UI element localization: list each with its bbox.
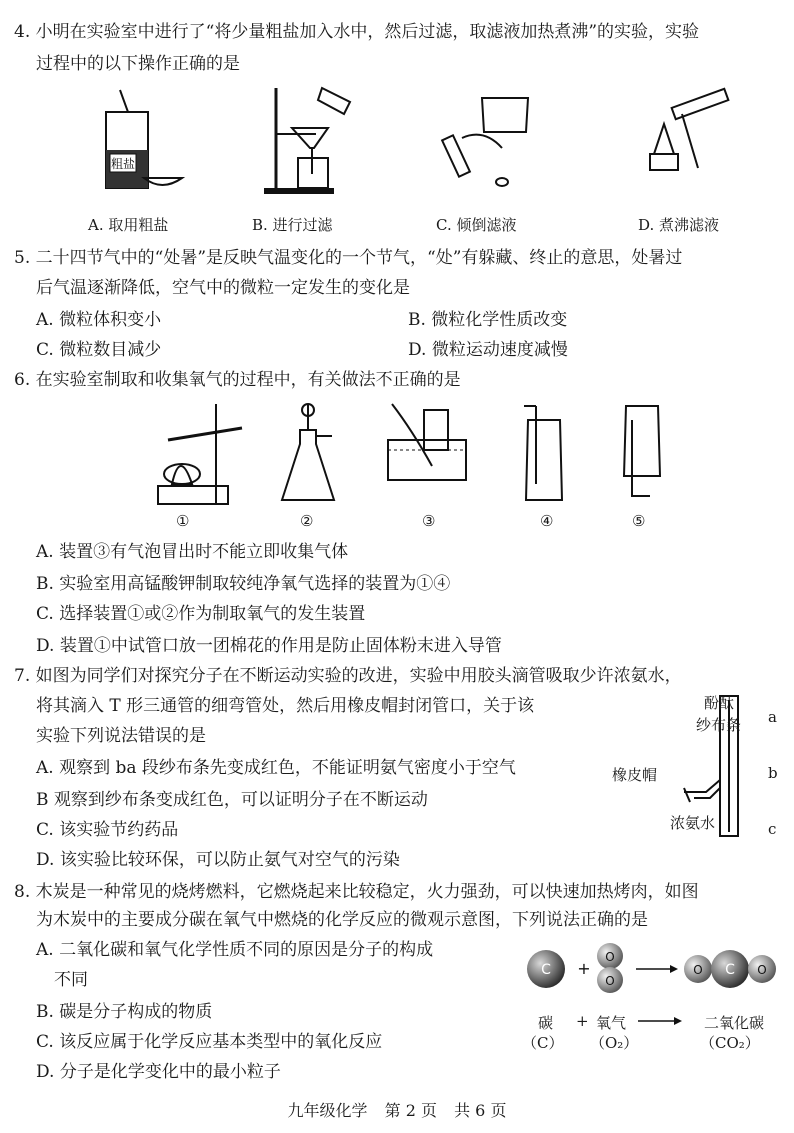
q7-label-phenolphthalein: 酚酞 (704, 694, 735, 712)
q8-option-c: C. 该反应属于化学反应基本类型中的氧化反应 (36, 1032, 383, 1052)
q6-option-c: C. 选择装置①或②作为制取氧气的发生装置 (36, 604, 366, 624)
funnel (292, 128, 328, 148)
q8-reaction-diagram (520, 940, 790, 996)
test-tube (442, 135, 470, 176)
q7-option-d: D. 该实验比较环保，可以防止氨气对空气的污染 (36, 850, 400, 870)
q6-device-label-2: ② (300, 512, 314, 530)
svg-text:O: O (605, 950, 615, 964)
q7-label-c: c (768, 820, 777, 838)
q5-option-c: C. 微粒数目减少 (36, 340, 162, 360)
q5-option-d: D. 微粒运动速度减慢 (408, 340, 568, 360)
q8-formula-co2: （CO₂） (700, 1034, 760, 1052)
evaporating-dish (144, 178, 182, 185)
q6-option-d: D. 装置①中试管口放一团棉花的作用是防止固体粉末进入导管 (36, 636, 502, 656)
q7-option-b: B 观察到纱布条变成红色，可以证明分子在不断运动 (36, 790, 428, 810)
q4-figure-d-boil (632, 84, 742, 198)
q8-option-d: D. 分子是化学变化中的最小粒子 (36, 1062, 281, 1082)
q7-label-b: b (768, 764, 778, 782)
q7-option-a: A. 观察到 ba 段纱布条先变成红色，不能证明氨气密度小于空气 (36, 758, 516, 778)
q8-name-co2: 二氧化碳 (704, 1014, 765, 1032)
test-tube (168, 428, 242, 440)
page-footer (0, 1098, 794, 1121)
svg-text:O: O (757, 963, 767, 977)
hand (462, 135, 502, 148)
alcohol-lamp (650, 154, 678, 170)
q7-stem-line2: 将其滴入 T 形三通管的细弯管处，然后用橡皮帽封闭管口，关于该 (36, 696, 535, 716)
q5-stem-line2: 后气温逐渐降低，空气中的微粒一定发生的变化是 (36, 278, 410, 298)
flame (172, 466, 192, 484)
q6-device-1-heating (150, 400, 250, 508)
q6-device-label-4: ④ (540, 512, 554, 530)
q4-caption-a: A. 取用粗盐 (88, 216, 169, 234)
q4-stem-line1: 4. 小明在实验室中进行了“将少量粗盐加入水中，然后过滤，取滤液加热煮沸”的实验，实验 (14, 22, 700, 42)
q4-caption-d: D. 煮沸滤液 (638, 216, 720, 234)
q6-device-label-5: ⑤ (632, 512, 646, 530)
pouring-beaker (318, 88, 350, 114)
q8-option-a: A. 二氧化碳和氧气化学性质不同的原因是分子的构成 (36, 940, 434, 960)
q8-option-a-cont: 不同 (54, 970, 88, 990)
q5-option-a: A. 微粒体积变小 (36, 310, 162, 330)
q6-device-label-3: ③ (422, 512, 436, 530)
q6-device-4-upward (514, 400, 574, 504)
q6-stem: 6. 在实验室制取和收集氧气的过程中，有关做法不正确的是 (14, 370, 461, 390)
q4-figure-a-take-salt (90, 88, 190, 198)
q6-option-a: A. 装置③有气泡冒出时不能立即收集气体 (36, 542, 349, 562)
footer-total: 共 6 页 (454, 1101, 507, 1120)
q6-device-label-1: ① (176, 512, 190, 530)
q8-plus: + (576, 1012, 589, 1030)
footer-page: 第 2 页 (384, 1101, 437, 1120)
q7-stem-line1: 7. 如图为同学们对探究分子在不断运动实验的改进，实验中用胶头滴管吸取少许浓氨水， (14, 666, 682, 686)
q6-device-2-flask (280, 400, 340, 508)
q7-label-rubber-cap: 橡皮帽 (612, 766, 658, 784)
q7-label-a: a (768, 708, 777, 726)
q8-name-carbon: 碳 (538, 1014, 554, 1032)
lamp-flame (654, 124, 674, 154)
svg-text:+: + (577, 959, 591, 978)
q5-stem-line1: 5. 二十四节气中的“处暑”是反映气温变化的一个节气，“处”有躲藏、终止的意思，处暑过 (14, 248, 683, 268)
q8-formula-carbon: （C） (522, 1034, 564, 1052)
svg-text:C: C (725, 962, 735, 978)
bottle-label: 粗盐 (110, 157, 136, 171)
q6-device-5-downward (612, 400, 672, 504)
q7-stem-line3: 实验下列说法错误的是 (36, 726, 206, 746)
q8-formula-oxygen: （O₂） (590, 1034, 639, 1052)
q8-label-arrow (636, 1014, 682, 1028)
svg-text:C: C (541, 962, 551, 978)
q7-label-gauze: 纱布条 (696, 716, 742, 734)
svg-text:O: O (605, 974, 615, 988)
test-tube-holder (672, 89, 729, 119)
q4-figure-b-filter (258, 84, 368, 198)
rubber-cap (684, 788, 690, 802)
q4-figure-c-pour (432, 88, 542, 198)
q8-option-b: B. 碳是分子构成的物质 (36, 1002, 213, 1022)
q6-device-3-water (382, 400, 472, 486)
q8-stem-line2: 为木炭中的主要成分碳在氧气中燃烧的化学反应的微观示意图，下列说法正确的是 (36, 910, 648, 930)
q7-label-ammonia: 浓氨水 (670, 814, 716, 832)
q6-option-b: B. 实验室用高锰酸钾制取较纯净氧气选择的装置为①④ (36, 574, 451, 594)
footer-subject: 九年级化学 (287, 1101, 368, 1120)
q4-caption-c: C. 倾倒滤液 (436, 216, 517, 234)
q8-name-oxygen: 氧气 (596, 1014, 627, 1032)
spoon (120, 90, 128, 112)
q8-stem-line1: 8. 木炭是一种常见的烧烤燃料，它燃烧起来比较稳定，火力强劲，可以快速加热烤肉，如图 (14, 882, 699, 902)
q4-caption-b: B. 进行过滤 (252, 216, 333, 234)
svg-text:O: O (693, 963, 703, 977)
q4-stem-line2: 过程中的以下操作正确的是 (36, 54, 240, 74)
q7-option-c: C. 该实验节约药品 (36, 820, 179, 840)
q5-option-b: B. 微粒化学性质改变 (408, 310, 568, 330)
